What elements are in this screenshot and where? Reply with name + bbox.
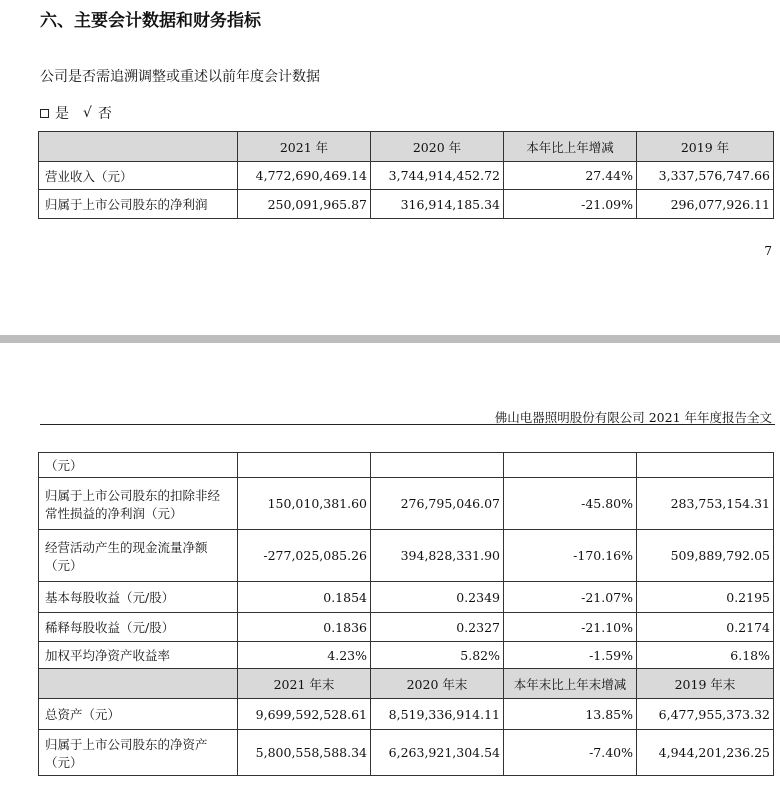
row-label: 加权平均净资产收益率 (39, 642, 238, 669)
value-cell: 5.82% (371, 642, 504, 669)
header-cell (39, 132, 238, 162)
report-header: 佛山电器照明股份有限公司 2021 年年度报告全文 (494, 410, 772, 425)
change-cell: 27.44% (504, 162, 637, 190)
value-cell: 316,914,185.34 (371, 190, 504, 219)
page-break-band (0, 335, 780, 343)
value-cell: 150,010,381.60 (238, 478, 371, 530)
row-label-line: （元） (45, 557, 83, 573)
value-cell: 509,889,792.05 (637, 530, 774, 582)
value-cell: 3,744,914,452.72 (371, 162, 504, 190)
value-cell: 9,699,592,528.61 (238, 699, 371, 730)
restatement-choice (40, 103, 112, 123)
value-cell: 0.1836 (238, 613, 371, 642)
header-cell: 本年末比上年末增减 (504, 669, 637, 699)
value-cell: 394,828,331.90 (371, 530, 504, 582)
empty-cell (238, 453, 371, 478)
table-row (39, 582, 774, 613)
header-cell: 2020 年 (371, 132, 504, 162)
no-label: 否 (97, 106, 112, 122)
value-cell: 6,477,955,373.32 (637, 699, 774, 730)
header-cell: 2021 年末 (238, 669, 371, 699)
value-cell: 296,077,926.11 (637, 190, 774, 219)
restatement-question: 公司是否需追溯调整或重述以前年度会计数据 (40, 69, 320, 85)
table-row (39, 730, 774, 776)
row-label-line: 常性损益的净利润（元） (45, 505, 183, 521)
row-label-line: 归属于上市公司股东的净资产 (45, 736, 208, 752)
page-number: 7 (764, 244, 772, 258)
row-label-line: 经营活动产生的现金流量净额 (45, 539, 208, 555)
row-label: （元） (39, 453, 238, 478)
value-cell: 4,944,201,236.25 (637, 730, 774, 776)
financial-table-part2 (38, 452, 774, 776)
row-label: 总资产（元） (39, 699, 238, 730)
value-cell: 4.23% (238, 642, 371, 669)
checkmark-icon: √ (83, 105, 92, 121)
table-row (39, 613, 774, 642)
change-cell: -7.40% (504, 730, 637, 776)
header-cell: 2019 年末 (637, 669, 774, 699)
financial-table-part1 (38, 131, 774, 219)
empty-cell (371, 453, 504, 478)
row-label: 基本每股收益（元/股） (39, 582, 238, 613)
header-cell: 本年比上年增减 (504, 132, 637, 162)
change-cell: -170.16% (504, 530, 637, 582)
change-cell: -21.07% (504, 582, 637, 613)
change-cell: 13.85% (504, 699, 637, 730)
row-label: 稀释每股收益（元/股） (39, 613, 238, 642)
value-cell: 0.2195 (637, 582, 774, 613)
table-row (39, 642, 774, 669)
value-cell: -277,025,085.26 (238, 530, 371, 582)
value-cell: 0.2349 (371, 582, 504, 613)
value-cell: 8,519,336,914.11 (371, 699, 504, 730)
table-row (39, 478, 774, 530)
change-cell: -45.80% (504, 478, 637, 530)
header-cell: 2020 年末 (371, 669, 504, 699)
row-label-line: （元） (45, 754, 83, 770)
header-cell: 2021 年 (238, 132, 371, 162)
row-label: 营业收入（元） (39, 162, 238, 190)
header-cell (39, 669, 238, 699)
change-cell: -21.09% (504, 190, 637, 219)
change-cell: -21.10% (504, 613, 637, 642)
value-cell: 6,263,921,304.54 (371, 730, 504, 776)
table-row (39, 530, 774, 582)
value-cell: 6.18% (637, 642, 774, 669)
table-row (39, 453, 774, 478)
empty-cell (504, 453, 637, 478)
yes-checkbox[interactable] (40, 109, 49, 118)
row-label (39, 478, 238, 530)
change-cell: -1.59% (504, 642, 637, 669)
yes-label: 是 (55, 106, 69, 122)
table-row (39, 699, 774, 730)
table-header-row (39, 132, 774, 162)
table-row (39, 190, 774, 219)
value-cell: 0.1854 (238, 582, 371, 613)
table-row (39, 162, 774, 190)
value-cell: 3,337,576,747.66 (637, 162, 774, 190)
value-cell: 250,091,965.87 (238, 190, 371, 219)
section-title: 六、主要会计数据和财务指标 (40, 11, 261, 31)
empty-cell (637, 453, 774, 478)
table-header-row (39, 669, 774, 699)
value-cell: 0.2174 (637, 613, 774, 642)
value-cell: 5,800,558,588.34 (238, 730, 371, 776)
value-cell: 283,753,154.31 (637, 478, 774, 530)
header-rule (40, 424, 775, 425)
value-cell: 0.2327 (371, 613, 504, 642)
header-cell: 2019 年 (637, 132, 774, 162)
row-label (39, 730, 238, 776)
value-cell: 276,795,046.07 (371, 478, 504, 530)
value-cell: 4,772,690,469.14 (238, 162, 371, 190)
row-label: 归属于上市公司股东的净利润 (39, 190, 238, 219)
row-label (39, 530, 238, 582)
row-label-line: 归属于上市公司股东的扣除非经 (45, 487, 221, 503)
